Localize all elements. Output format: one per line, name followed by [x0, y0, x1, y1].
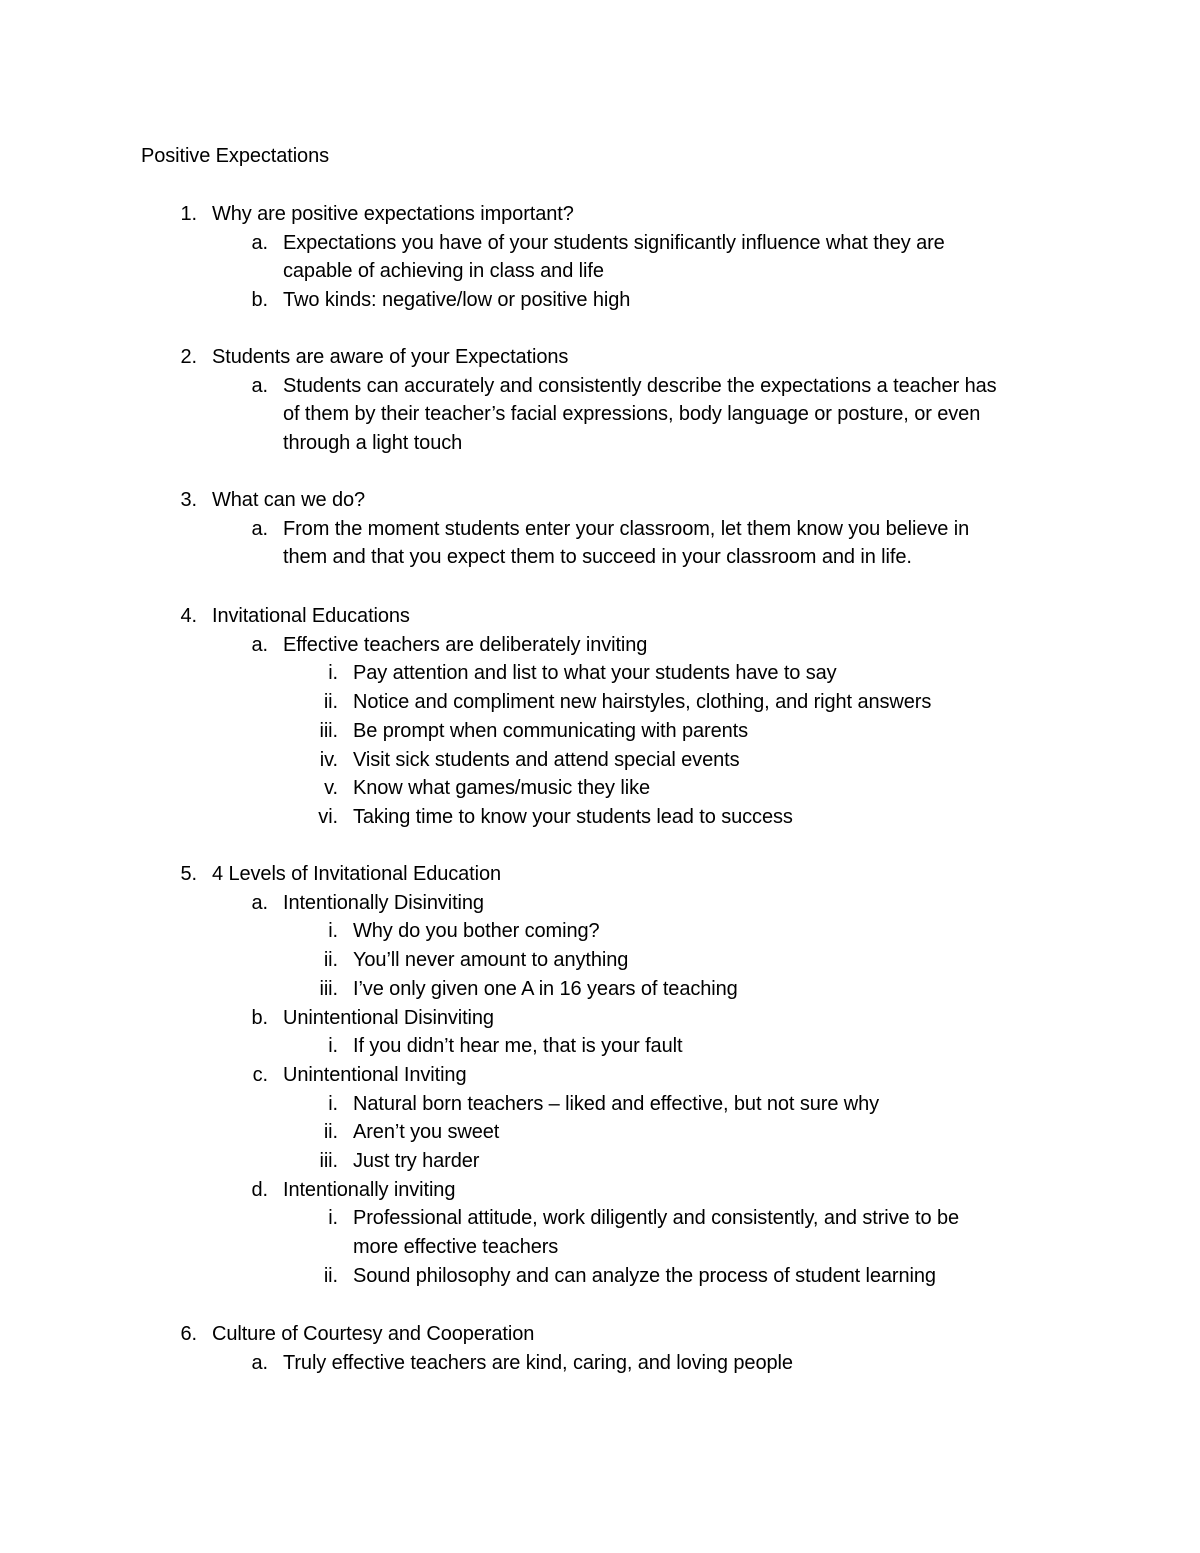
item-text: Effective teachers are deliberately inviting: [283, 633, 648, 656]
item-text: From the moment students enter your classroom, let them know you believe in: [283, 517, 970, 540]
section-number: 5.: [180, 863, 197, 885]
item-marker: a.: [251, 1351, 268, 1374]
item-marker: a.: [251, 231, 268, 254]
section-heading: Why are positive expectations important?: [212, 203, 574, 225]
subitem-text: Taking time to know your students lead to success: [353, 805, 793, 828]
subitem-marker: iv.: [319, 748, 338, 771]
subitem-text: Natural born teachers – liked and effective, but not sure why: [353, 1092, 880, 1115]
subitem-text: Pay attention and list to what your students have to say: [353, 662, 837, 685]
subitem-marker: ii.: [323, 1121, 338, 1144]
item-text: Two kinds: negative/low or positive high: [283, 289, 631, 312]
item-marker: a.: [251, 891, 268, 914]
subitem-marker: iii.: [319, 977, 338, 1000]
subitem-marker: i.: [328, 920, 338, 943]
item-text: Intentionally inviting: [283, 1178, 456, 1201]
subitem-text: Notice and compliment new hairstyles, clothing, and right answers: [353, 691, 932, 714]
subitem-text: Know what games/music they like: [353, 777, 651, 800]
item-text: Expectations you have of your students significantly influence what they are: [283, 231, 945, 254]
section-heading: Students are aware of your Expectations: [212, 346, 569, 368]
subitem-marker: ii.: [323, 1264, 338, 1287]
section-heading: What can we do?: [212, 489, 366, 511]
item-text: Intentionally Disinviting: [283, 891, 484, 914]
section-heading: Invitational Educations: [212, 605, 410, 627]
subitem-text: I’ve only given one A in 16 years of teaching: [353, 977, 738, 1000]
subitem-marker: i.: [328, 662, 338, 685]
item-text: of them by their teacher’s facial expressions, body language or posture, or even: [283, 403, 981, 426]
subitem-text: If you didn’t hear me, that is your fault: [353, 1035, 683, 1058]
item-text: Truly effective teachers are kind, caring, and loving people: [283, 1351, 793, 1374]
subitem-marker: ii.: [323, 691, 338, 714]
item-marker: b.: [251, 1006, 268, 1029]
subitem-marker: i.: [328, 1207, 338, 1230]
item-text: them and that you expect them to succeed in your classroom and in life.: [283, 546, 912, 569]
subitem-text: Aren’t you sweet: [353, 1121, 500, 1144]
section-heading: 4 Levels of Invitational Education: [212, 863, 502, 885]
item-marker: a.: [251, 517, 268, 540]
document-title: Positive Expectations: [141, 145, 329, 167]
subitem-text: Professional attitude, work diligently and consistently, and strive to be: [353, 1207, 959, 1230]
subitem-text: Be prompt when communicating with parents: [353, 719, 748, 742]
item-marker: d.: [251, 1178, 268, 1201]
item-marker: a.: [251, 633, 268, 656]
subitem-text: Visit sick students and attend special events: [353, 748, 740, 771]
subitem-text: Why do you bother coming?: [353, 920, 600, 943]
item-text: capable of achieving in class and life: [283, 260, 604, 283]
subitem-marker: i.: [328, 1092, 338, 1115]
item-text: Unintentional Disinviting: [283, 1006, 494, 1029]
subitem-marker: i.: [328, 1035, 338, 1058]
subitem-marker: iii.: [319, 1150, 338, 1172]
item-marker: a.: [251, 374, 268, 397]
subitem-marker: vi.: [318, 805, 338, 828]
subitem-marker: iii.: [319, 719, 338, 742]
item-marker: c.: [252, 1063, 268, 1086]
subitem-marker: ii.: [323, 949, 338, 972]
subitem-text: Just try harder: [353, 1150, 480, 1172]
section-number: 4.: [180, 605, 197, 627]
subitem-text: Sound philosophy and can analyze the process of student learning: [353, 1264, 936, 1287]
item-text: through a light touch: [283, 432, 463, 455]
section-number: 1.: [180, 203, 197, 225]
section-heading: Culture of Courtesy and Cooperation: [212, 1323, 535, 1345]
section-number: 6.: [180, 1323, 197, 1345]
item-text: Students can accurately and consistently describe the expectations a teacher has: [283, 374, 997, 397]
subitem-text: more effective teachers: [353, 1236, 559, 1259]
subitem-marker: v.: [324, 777, 338, 800]
section-number: 3.: [180, 489, 197, 511]
subitem-text: You’ll never amount to anything: [353, 949, 629, 972]
item-marker: b.: [251, 289, 268, 312]
item-text: Unintentional Inviting: [283, 1063, 467, 1086]
section-number: 2.: [180, 346, 197, 368]
